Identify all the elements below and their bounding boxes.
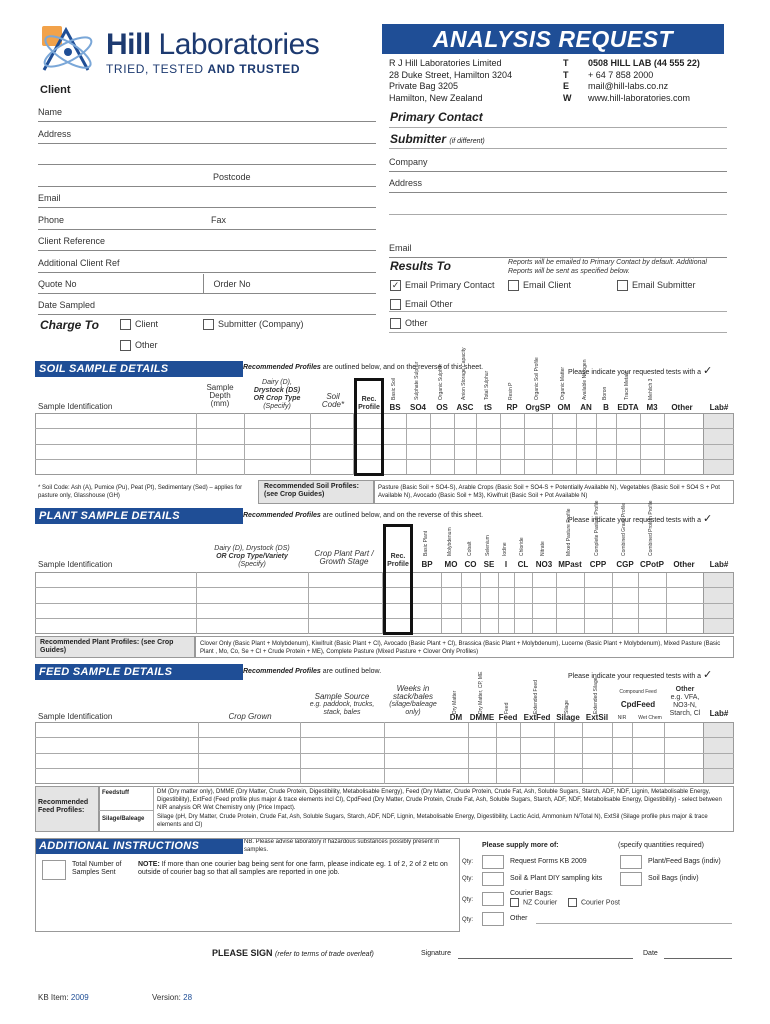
charge-to-label: Charge To [40, 318, 99, 332]
test-desc: Silage [564, 700, 570, 714]
client-reference-field[interactable]: Client Reference [38, 231, 376, 251]
qty-box[interactable] [620, 872, 642, 886]
supply-item: Other [510, 915, 528, 922]
qty-label: Qty: [462, 876, 474, 882]
test-code: CPotP [640, 560, 664, 569]
plant-indicate: Please indicate your requested tests with a ✓ [568, 513, 713, 525]
qty-box[interactable] [482, 892, 504, 906]
test-code: OM [557, 403, 571, 412]
feedstuff-text: DM (Dry matter only), DMME (Dry Matter, Crude Protein, Digestibility, Metabolisable Energy), Feed (Dry Matter, Crude Protein, Crude Fat, Ash, Soluble Sugars, Starch, ADF, NDF, Lignin, Metabolisable Energy, Digestibility), ExtFed (Feed profile plus major & trace elements incl Cl), CpdFeed (Dry Matter, Crude Protein, Crude Fat, Ash, Soluble Sugars, Starch, ADF, NDF, Metabolisable Energy, Digestibility) - select between NIR analysis OR Wet Chemistry only (Price Impact). [157, 789, 722, 811]
client-email-field[interactable]: Email [38, 188, 376, 208]
test-desc: Basic Soil [391, 378, 397, 400]
address-line2[interactable] [389, 214, 727, 215]
signature-line[interactable] [458, 958, 633, 959]
results-note: Reports will be emailed to Primary Contact by default. Additional Reports will be sent as specified below. [508, 259, 707, 275]
nz-courier-option[interactable]: NZ Courier [510, 898, 557, 907]
plant-rec-label: Recommended Plant Profiles: (see Crop Guides) [40, 639, 174, 654]
test-desc: Extended Feed [533, 680, 539, 714]
supply-title: Please supply more of: [482, 842, 559, 849]
test-desc: Complete Pasture Profile [594, 500, 600, 556]
test-code: B [603, 403, 609, 412]
additional-instructions-box[interactable] [35, 838, 460, 932]
submitter-email-field[interactable]: Email [389, 238, 727, 258]
test-code: SE [483, 560, 495, 569]
checkbox-icon[interactable] [390, 318, 401, 329]
version: Version: 28 [152, 993, 193, 1002]
test-desc: Trace Metals [624, 371, 630, 400]
courier-post-option[interactable]: Courier Post [568, 898, 620, 907]
supply-other-line[interactable] [536, 923, 732, 924]
signature-label: Signature [421, 950, 451, 957]
email-client-option[interactable]: Email Client [508, 280, 571, 291]
feedstuff-label: Feedstuff [102, 790, 129, 796]
email-other-line[interactable] [389, 311, 727, 312]
feed-source-header: Sample Source e.g. paddock, trucks, stack, bales [309, 692, 375, 716]
test-desc: Extended Silage [593, 677, 599, 714]
test-code: NO3 [535, 560, 553, 569]
feed-cpdfeed-code: CpdFeed [620, 700, 656, 709]
total-samples-label: Total Number of Samples Sent [72, 861, 122, 876]
soil-depth-header: Sample Depth (mm) [206, 383, 234, 408]
charge-client-option[interactable]: Client [120, 319, 158, 330]
silage-label: Silage/Baleage [102, 816, 145, 822]
results-other-line[interactable] [389, 332, 727, 333]
checkbox-checked-icon[interactable]: ✓ [391, 280, 400, 291]
form-title: ANALYSIS REQUEST [382, 24, 724, 54]
qty-label: Qty: [462, 917, 474, 923]
email-submitter-option[interactable]: Email Submitter [617, 280, 696, 291]
feed-wet-header: Wet Chem [638, 715, 662, 721]
soil-code-header: Soil Code* [321, 392, 345, 409]
test-desc: Molybdenum [447, 527, 453, 556]
plant-sample-id-header: Sample Identification [38, 560, 113, 569]
feed-section-bar: FEED SAMPLE DETAILS [35, 664, 243, 680]
hill-labs-logo-icon [38, 22, 98, 78]
test-desc: Anion Storage Capacity [461, 347, 467, 400]
test-desc: Chloride [519, 537, 525, 556]
lab-address: R J Hill Laboratories Limited 28 Duke Street, Hamilton 3204 Private Bag 3205 Hamilton, New Zealand [389, 58, 513, 103]
test-code: ExtSil [585, 713, 609, 722]
please-sign-label: PLEASE SIGN (refer to terms of trade overleaf) [212, 948, 374, 958]
checkbox-icon[interactable] [390, 299, 401, 310]
feed-indicate: Please indicate your requested tests with a ✓ [568, 669, 713, 681]
test-code: ASC [456, 403, 474, 412]
client-postcode-field[interactable]: Postcode [38, 167, 376, 187]
primary-contact-line[interactable] [389, 127, 727, 128]
email-other-option[interactable]: Email Other [390, 299, 453, 310]
date-line[interactable] [664, 958, 732, 959]
primary-contact-label: Primary Contact [390, 110, 483, 124]
total-samples-box[interactable] [42, 860, 66, 880]
qty-box[interactable] [482, 855, 504, 869]
submitter-line[interactable] [389, 148, 727, 149]
plant-rec-text: Clover Only (Basic Plant + Molybdenum), Kiwifruit (Basic Plant + Cl), Avocado (Basic Plant + Cl), Brassica (Basic Plant + Molybdenum), Lucerne (Basic Plant + Molybdenum), Mixed Pasture (Basic Plant , Mo, Co, Se + Cl + Crude Protein + ME), Complete Pasture (Mixed Pasture + Clover Only Profiles) [200, 641, 721, 655]
checkbox-icon[interactable] [508, 280, 519, 291]
check-icon: ✓ [703, 365, 713, 377]
contact-type-letters: T T E W [563, 58, 572, 103]
supply-item: Request Forms KB 2009 [510, 858, 587, 865]
test-code: EDTA [617, 403, 639, 412]
divider [203, 274, 204, 294]
date-label: Date [643, 950, 658, 957]
qty-box[interactable] [482, 872, 504, 886]
additional-section-bar: ADDITIONAL INSTRUCTIONS [35, 838, 243, 854]
results-to-label: Results To [390, 259, 451, 273]
soil-rec-profile-box[interactable] [354, 378, 384, 476]
client-address-line2[interactable] [38, 145, 376, 165]
test-desc: Mixed Pasture Profile [566, 508, 572, 556]
plant-rec-profile-header: Rec. Profile [387, 553, 409, 568]
plant-stage-header: Crop Plant Part / Growth Stage [314, 549, 374, 566]
test-desc: Basic Plant [423, 530, 429, 556]
checkbox-icon[interactable] [568, 898, 577, 907]
qty-box[interactable] [620, 855, 642, 869]
lab-contacts: 0508 HILL LAB (44 555 22) + 64 7 858 2000 mail@hill-labs.co.nz www.hill-laboratories.com [588, 58, 700, 103]
checkbox-icon[interactable] [510, 898, 519, 907]
email-primary-option[interactable]: ✓ Email Primary Contact [391, 280, 495, 291]
plant-lab-header: Lab# [709, 560, 729, 569]
supply-specify: (specify quantities required) [618, 842, 704, 849]
test-desc: Feed [504, 702, 510, 714]
test-desc: Combined Grass Profile [621, 502, 627, 556]
plant-section-bar: PLANT SAMPLE DETAILS [35, 508, 243, 524]
check-icon: ✓ [703, 513, 713, 525]
test-code: RP [506, 403, 518, 412]
brand-name: Hill Laboratories [106, 28, 320, 61]
soil-code-footnote: * Soil Code: Ash (A), Pumice (Pu), Peat (Pt), Sedimentary (Sed) – applies for pasture only, Glasshouse (GH) [38, 485, 243, 499]
company-field[interactable]: Company [389, 152, 727, 172]
checkbox-icon[interactable] [203, 319, 214, 330]
test-code: ExtFed [523, 713, 551, 722]
test-code: Silage [556, 713, 580, 722]
checkbox-icon[interactable] [120, 340, 131, 351]
client-phone-fax-field[interactable]: Phone Fax [38, 210, 376, 230]
test-code: OrgSP [525, 403, 551, 412]
hazard-note: NB. Please advise laboratory if hazardous substances possibly present in samples. [244, 839, 440, 853]
feed-nir-header: NIR [617, 715, 627, 721]
test-code: BP [421, 560, 433, 569]
quote-order-field[interactable]: Quote No Order No [38, 274, 376, 294]
soil-rec-note: Recommended Profiles are outlined below, and on the reverse of this sheet. [243, 364, 484, 371]
brand-tagline: TRIED, TESTED AND TRUSTED [106, 62, 301, 76]
silage-text: Silage (pH, Dry Matter, Crude Protein, Crude Fat, Ash, Soluble Sugars, Starch, ADF, NDF, Lignin, Metabolisable Energy, Digestibility, Lactic Acid, Ammonium N/Total N), ExtSil (Silage profile plus major & trace elements and Cl) [157, 814, 708, 828]
checkbox-icon[interactable] [617, 280, 628, 291]
soil-drytype-header: Dairy (D), Drystock (DS) OR Crop Type (Specify) [253, 379, 301, 410]
soil-rec-text: Pasture (Basic Soil + SO4-S), Arable Crops (Basic Soil + SO4-S + Potentially Available N), Vegetables (Basic Soil + SO4 S + Pot Available N), Avocado (Basic Soil + M3), Kiwifruit (Basic Soil + Pot Available N) [378, 485, 720, 499]
plant-rec-profile-box[interactable] [383, 524, 413, 635]
test-code: DM [449, 713, 463, 722]
feed-lab-header: Lab# [709, 709, 729, 718]
test-desc: Total Sulphur [484, 370, 490, 400]
checkbox-icon[interactable] [120, 319, 131, 330]
plant-drytype-header: Dairy (D), Drystock (DS) OR Crop Type/Variety (Specify) [214, 545, 290, 568]
test-desc: Sulphate Sulphur [414, 361, 420, 400]
soil-rec-label: Recommended Soil Profiles: (see Crop Guides) [264, 483, 359, 498]
courier-note: NOTE: If more than one courier bag being sent for one farm, please indicate eg. 1 of 2, 2 of 2 etc on outside of courier bag so that all samples are reported in one job. [138, 861, 448, 876]
supply-item: Soil & Plant DIY sampling kits [510, 875, 603, 882]
charge-other-option[interactable]: Other [120, 340, 158, 351]
test-code: AN [580, 403, 592, 412]
test-desc: Resin P [508, 382, 514, 400]
qty-box[interactable] [482, 912, 504, 926]
test-code: MO [444, 560, 458, 569]
client-section-title: Client [40, 84, 71, 96]
test-desc: Boron [602, 386, 608, 400]
feed-weeks-header: Weeks in stack/bales (silage/baleage only) [389, 684, 437, 716]
test-code: CPP [589, 560, 607, 569]
soil-lab-header: Lab# [709, 403, 729, 412]
feed-compound-header: Compound Feed [619, 689, 657, 695]
submitter-label: Submitter (if different) [390, 132, 485, 146]
test-code: OS [436, 403, 448, 412]
test-code: MPast [558, 560, 582, 569]
test-desc: Dry Matter [452, 690, 458, 714]
test-code: DMME [469, 713, 495, 722]
test-code: tS [484, 403, 492, 412]
kb-item: KB Item: 2009 [38, 993, 89, 1002]
soil-sample-id-header: Sample Identification [38, 402, 113, 411]
soil-indicate: Please indicate your requested tests with a ✓ [568, 365, 713, 377]
check-icon: ✓ [703, 669, 713, 681]
test-desc: Combined Protein Profile [648, 500, 654, 556]
supply-item: Soil Bags (indiv) [648, 875, 699, 882]
soil-rec-profile-header: Rec. Profile [358, 396, 380, 411]
test-desc: Iodine [502, 542, 508, 556]
charge-submitter-option[interactable]: Submitter (Company) [203, 319, 304, 330]
test-code: I [504, 560, 508, 569]
feed-crop-header: Crop Grown [228, 712, 272, 721]
test-code: M3 [646, 403, 658, 412]
test-desc: Organic Soil Profile [534, 357, 540, 400]
test-desc: Selenium [485, 535, 491, 556]
client-name-field[interactable]: Name [38, 102, 376, 122]
results-other-option[interactable]: Other [390, 318, 428, 329]
feed-rec-note: Recommended Profiles are outlined below. [243, 668, 382, 675]
supply-item: Courier Bags: [510, 890, 553, 897]
test-code: Feed [498, 713, 518, 722]
feed-rec-label: Recommended Feed Profiles: [38, 799, 89, 814]
feed-sample-id-header: Sample Identification [38, 712, 113, 721]
test-desc: Nitrate [540, 541, 546, 556]
test-code: BS [389, 403, 401, 412]
additional-client-ref-field[interactable]: Additional Client Ref [38, 253, 376, 273]
test-desc: Available Nitrogen [582, 359, 588, 400]
plant-rec-note: Recommended Profiles are outlined below, and on the reverse of this sheet. [243, 512, 484, 519]
test-code: CL [517, 560, 529, 569]
soil-other-header: Other [671, 403, 693, 412]
plant-other-header: Other [673, 560, 695, 569]
test-desc: Organic Sulphur [438, 363, 444, 400]
test-code: CGP [616, 560, 634, 569]
test-code: CO [464, 560, 477, 569]
test-desc: Mehlich 3 [648, 378, 654, 400]
test-desc: Dry Matter, CP, ME [478, 671, 484, 714]
test-desc: Cobalt [466, 541, 473, 556]
supply-item: Plant/Feed Bags (indiv) [648, 858, 721, 865]
submitter-address-field[interactable]: Address [389, 173, 727, 193]
soil-section-bar: SOIL SAMPLE DETAILS [35, 361, 243, 377]
date-sampled-field[interactable]: Date Sampled [38, 295, 376, 315]
client-address-field[interactable]: Address [38, 124, 376, 144]
test-code: SO4 [409, 403, 426, 412]
feed-other-header: Other e.g. VFA, NO3-N, Starch, Cl [669, 686, 701, 717]
qty-label: Qty: [462, 859, 474, 865]
test-desc: Organic Matter [560, 366, 566, 400]
qty-label: Qty: [462, 897, 474, 903]
